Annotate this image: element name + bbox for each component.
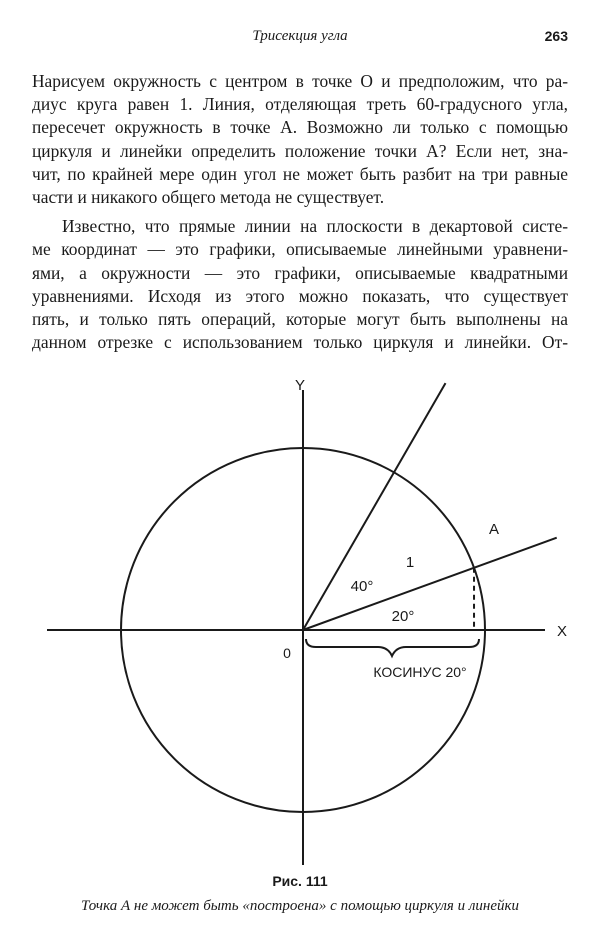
angle-20-label: 20° (391, 608, 415, 625)
text-line: диус круга равен 1. Линия, отделяющая треть 60-градусного угла, (32, 94, 568, 115)
text-line: ме координат — это графики, описываемые линейными уравнени- (32, 239, 568, 260)
text-line: уравнениями. Исходя из этого можно показать, что существует (32, 285, 568, 306)
running-header-title: Трисекция угла (252, 28, 348, 44)
text-line: части и никакого общего метода не существует. (32, 187, 385, 208)
text-line: Нарисуем окружность с центром в точке О и предположим, что ра- (32, 71, 568, 91)
cosine-label: КОСИНУС 20° (373, 664, 467, 680)
text-line: данном отрезке с использованием только циркуля и линейки. От- (32, 332, 568, 353)
paragraph-2 (32, 215, 568, 354)
text-line: пять, и только пять операций, которые могут быть выполнены на (32, 309, 568, 330)
ray-60-degrees (303, 383, 446, 630)
ray-20-degrees (303, 538, 557, 630)
text-line: Известно, что прямые линии на плоскости в декартовой систе- (62, 216, 568, 237)
text-line: пересечет окружность в точке А. Возможно ли только с помощью (32, 117, 568, 138)
radius-label: 1 (405, 554, 415, 571)
text-line: ями, а окружности — это графики, описываемые квадратными (32, 262, 568, 283)
paragraph-1 (32, 70, 568, 209)
page-number: 263 (544, 28, 568, 44)
cosine-brace (306, 639, 479, 656)
text-line: циркуля и линейки определить положение точки А? Если нет, зна- (32, 140, 568, 161)
body-text (32, 70, 568, 354)
point-a-label: A (488, 521, 500, 538)
x-axis-label: X (556, 623, 568, 640)
y-axis-label: Y (294, 377, 306, 394)
trisection-figure (0, 360, 600, 865)
figure-caption-text: Точка А не может быть «построена» с помощью циркуля и линейки (81, 898, 519, 914)
text-line: чит, по крайней мере один угол не может быть разбит на три равные (32, 163, 568, 184)
figure-caption-title: Рис. 111 (272, 873, 328, 889)
origin-label: 0 (283, 645, 291, 661)
angle-40-label: 40° (350, 578, 374, 595)
